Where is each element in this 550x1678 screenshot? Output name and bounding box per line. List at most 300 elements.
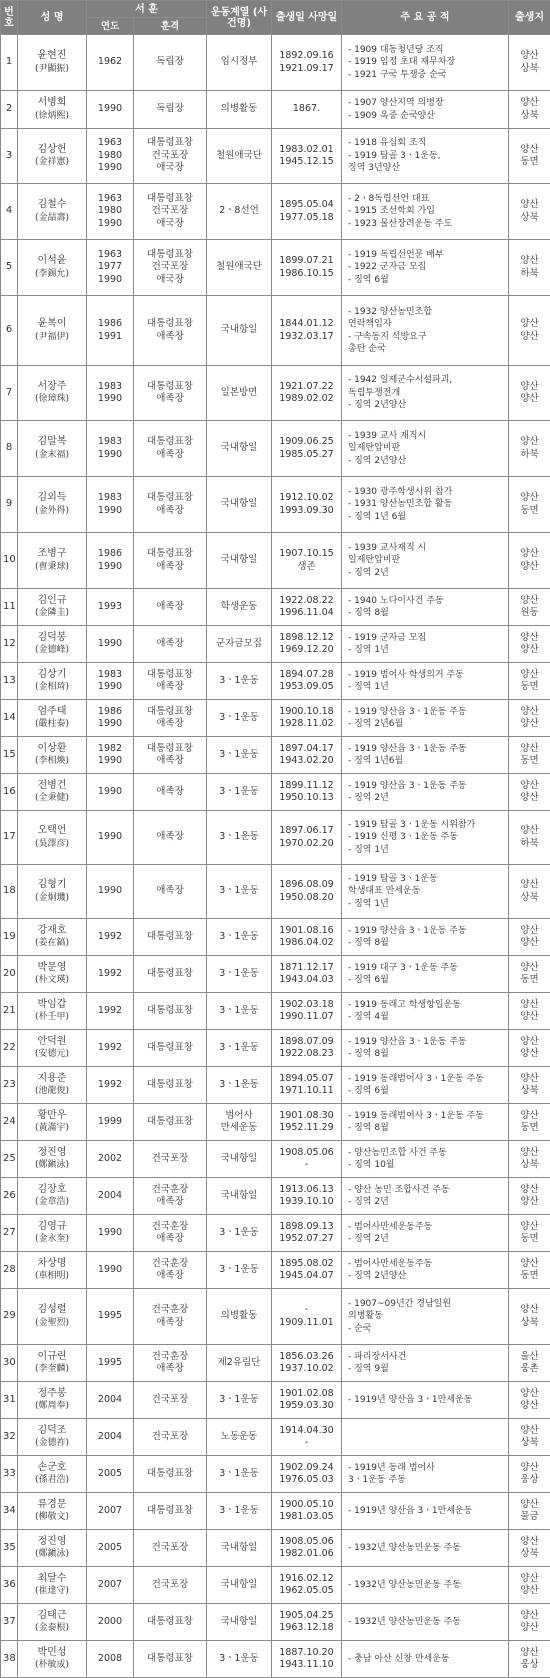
movement [207,1289,272,1345]
movement-line: 3ㆍ1운동 [209,1042,269,1055]
movement-line: 3ㆍ1운동 [209,1653,269,1666]
birthplace [509,91,550,129]
award-year [87,589,134,626]
name-hanja: (柳敬文) [20,1511,84,1524]
person-name [18,1345,87,1382]
achievement-line: - 1932년 양산농민운동 주동 [348,1542,506,1555]
table-row [1,1567,550,1604]
award-year-line: 2007 [89,1579,131,1592]
movement-line: 임시정부 [209,56,269,69]
movement-line: 국내항일 [209,1542,269,1555]
row-number: 33 [1,1456,18,1493]
achievement-line: - 1919 임정 초대 재무차장 [348,56,506,69]
award-year [87,1419,134,1456]
name-hanja: (吳澤彦) [20,838,84,851]
date-line: 1943.02.20 [274,755,339,768]
birthplace-line: 양산 [511,1073,548,1086]
life-dates [272,1289,342,1345]
award-medal [134,1030,207,1067]
name-hangul: 이상환 [20,743,84,756]
achievement-line: - 1919년 양산읍 3ㆍ1만세운동 [348,1394,506,1407]
date-line: 1971.10.11 [274,1085,339,1098]
table-row [1,533,550,589]
achievements [342,1456,509,1493]
name-hanja: (朴壬甲) [20,1011,84,1024]
movement [207,1345,272,1382]
award-medal [134,1567,207,1604]
date-line: - [274,1304,339,1317]
movement [207,626,272,663]
date-line: 1897.04.17 [274,743,339,756]
name-hangul: 엄주태 [20,706,84,719]
date-line: 1989.02.02 [274,393,339,406]
achievement-line: - 징역 8월 [348,1048,506,1061]
life-dates [272,1030,342,1067]
achievement-line: - 징역 4월 [348,1011,506,1024]
row-number: 7 [1,366,18,421]
birthplace-line: 양산 [511,1610,548,1623]
life-dates [272,956,342,993]
birthplace-line: 상북 [511,63,548,76]
achievement-line: - 구속동지 석방요구 [348,331,506,344]
name-hanja: (朴敏成) [20,1659,84,1672]
achievement-line: - 1919 양산읍 3ㆍ1운동 주동 [348,743,506,756]
award-year [87,774,134,811]
movement [207,421,272,477]
name-hangul: 김인규 [20,595,84,608]
table-row [1,129,550,184]
row-number: 21 [1,993,18,1030]
achievement-line: 학생대표 만세운동 [348,885,506,898]
movement-line: 일본방면 [209,387,269,400]
achievement-line: - 범어사만세운동주동 [348,1221,506,1234]
date-line: 1909.06.25 [274,436,339,449]
award-year [87,296,134,366]
award-year-line: 2002 [89,1153,131,1166]
birthplace [509,1178,550,1215]
movement-line: 3ㆍ1운동 [209,885,269,898]
date-line: 1895.08.02 [274,1258,339,1271]
date-line: 1900.10.18 [274,706,339,719]
table-row [1,1641,550,1678]
achievement-line: - 징역 9월 [348,1363,506,1376]
achievement-line: - 1919 동래범어사 3ㆍ1운동 주동 [348,1073,506,1086]
achievement-line: - 1919 탑골 3ㆍ1운동, [348,150,506,163]
award-medal-line: 건국포장 [136,261,204,274]
award-year [87,421,134,477]
achievement-line: - 1909 대동청년당 조직 [348,44,506,57]
award-medal-line: 건국포장 [136,1431,204,1444]
name-hanja: (朴文瑛) [20,974,84,987]
movement [207,1530,272,1567]
movement [207,1641,272,1678]
life-dates [272,1641,342,1678]
movement-line: 만세운동 [209,1122,269,1135]
movement [207,737,272,774]
name-hanja: (金章浩) [20,1196,84,1209]
life-dates [272,91,342,129]
award-medal [134,1530,207,1567]
award-year-line: 1986 [89,548,131,561]
movement [207,700,272,737]
achievements [342,1641,509,1678]
person-name [18,956,87,993]
achievements [342,35,509,91]
award-year [87,1493,134,1530]
birthplace-line: 상북 [511,1437,548,1450]
achievement-line: - 1932년 양산농민운동 주동 [348,1616,506,1629]
birthplace-line: 양산 [511,792,548,805]
name-hanja: (徐璋珠) [20,393,84,406]
birthplace [509,1382,550,1419]
movement-line: 3ㆍ1운동 [209,1394,269,1407]
row-number: 38 [1,1641,18,1678]
birthplace [509,865,550,919]
movement [207,1067,272,1104]
movement [207,1382,272,1419]
achievement-line: - 징역 2년6월 [348,718,506,731]
table-row [1,589,550,626]
birthplace-line: 동면 [511,1233,548,1246]
award-medal-line: 건국포장 [136,1542,204,1555]
achievement-line: - 2ㆍ8독립선언 대표 [348,193,506,206]
row-number: 25 [1,1141,18,1178]
award-year [87,737,134,774]
achievement-line: - 1923 물산장려운동 주도 [348,218,506,231]
movement-line: 범어사 [209,1110,269,1123]
achievements [342,865,509,919]
person-name [18,919,87,956]
name-hanja: (池龍俊) [20,1085,84,1098]
person-name [18,1493,87,1530]
award-medal-line: 대통령표창 [136,1653,204,1666]
row-number: 5 [1,240,18,296]
life-dates [272,533,342,589]
person-name [18,811,87,865]
birthplace [509,129,550,184]
row-number: 1 [1,35,18,91]
award-medal [134,1345,207,1382]
award-year [87,1345,134,1382]
date-line: 1950.08.20 [274,892,339,905]
table-row [1,663,550,700]
name-hangul: 김철수 [20,199,84,212]
award-medal-line: 애족장 [136,505,204,518]
person-name [18,184,87,240]
person-name [18,91,87,129]
achievements [342,1530,509,1567]
name-hanja: (曺秉球) [20,561,84,574]
movement-line: 3ㆍ1운동 [209,1079,269,1092]
movement-line: 3ㆍ1운동 [209,786,269,799]
achievement-line: - 1930 광주학생시위 참가 [348,486,506,499]
birthplace-line: 양산 [511,1622,548,1635]
movement-line: 의병활동 [209,1310,269,1323]
person-name [18,1382,87,1419]
achievement-line: - 1919년 동래 범어사 [348,1462,506,1475]
date-line: 1939.10.10 [274,1196,339,1209]
date-line: 1905.04.25 [274,1610,339,1623]
achievement-line: - 징역 2년 [348,1233,506,1246]
table-row [1,1289,550,1345]
award-year [87,1530,134,1567]
achievements [342,1419,509,1456]
birthplace-line: 양산 [511,1036,548,1049]
award-medal-line: 건국포장 [136,1579,204,1592]
name-hanja: (金德祚) [20,1437,84,1450]
row-number: 16 [1,774,18,811]
award-year [87,477,134,533]
birthplace [509,1493,550,1530]
award-medal [134,1067,207,1104]
row-number: 12 [1,626,18,663]
award-year [87,663,134,700]
person-name [18,1604,87,1641]
birthplace-line: 양산 [511,1425,548,1438]
birthplace-line: 상북 [511,1548,548,1561]
award-medal-line: 애족장 [136,1363,204,1376]
table-row [1,811,550,865]
achievement-line: - 1918 유심회 조직 [348,137,506,150]
birthplace [509,589,550,626]
award-medal-line: 애국장 [136,162,204,175]
date-line: 1909.11.01 [274,1317,339,1330]
award-year-line: 1990 [89,755,131,768]
table-row [1,35,550,91]
award-year-line: 1986 [89,706,131,719]
award-medal [134,1215,207,1252]
name-hangul: 김상헌 [20,144,84,157]
achievement-line: - 1942 일제군수시설파괴, [348,374,506,387]
date-line: 1952.11.29 [274,1122,339,1135]
award-year-line: 2000 [89,1616,131,1629]
row-number: 37 [1,1604,18,1641]
name-hanja: (黃滿宇) [20,1122,84,1135]
birthplace [509,1530,550,1567]
movement-line: 3ㆍ1운동 [209,1264,269,1277]
award-medal [134,1289,207,1345]
life-dates [272,1567,342,1604]
name-hangul: 김덕봉 [20,632,84,645]
award-medal-line: 애국장 [136,218,204,231]
award-year [87,700,134,737]
achievement-line: - 1919 양산읍 3ㆍ1운동 주동 [348,780,506,793]
award-medal [134,296,207,366]
achievements [342,184,509,240]
award-medal-line: 건국훈장 [136,1221,204,1234]
birthplace-line: 울산 [511,1351,548,1364]
name-hanja: (鄭周奉) [20,1400,84,1413]
award-medal-line: 대통령표창 [136,1505,204,1518]
birthplace-line: 동면 [511,505,548,518]
life-dates [272,919,342,956]
award-year [87,1030,134,1067]
birthplace [509,1067,550,1104]
life-dates [272,1530,342,1567]
award-medal-line: 애족장 [136,885,204,898]
award-medal-line: 대통령표창 [136,669,204,682]
table-body [1,35,550,1678]
date-line: 1898.09.13 [274,1221,339,1234]
achievement-line: - 1932년 양산농민운동 주동 [348,1579,506,1592]
header-achievements: 주 요 공 적 [342,1,509,35]
achievements [342,1567,509,1604]
movement-line: 국내항일 [209,1616,269,1629]
name-hangul: 박문영 [20,962,84,975]
name-hangul: 황만우 [20,1110,84,1123]
life-dates [272,1493,342,1530]
birthplace-line: 양산 [511,1388,548,1401]
award-year-line: 1995 [89,1357,131,1370]
header-award-year: 연도 [87,18,134,35]
award-medal-line: 애족장 [136,638,204,651]
award-medal-line: 애족장 [136,331,204,344]
birthplace [509,811,550,865]
achievements [342,774,509,811]
birthplace [509,626,550,663]
movement-line: 국내항일 [209,1190,269,1203]
achievement-line: - 징역 8월 [348,1122,506,1135]
award-year [87,1215,134,1252]
award-medal [134,626,207,663]
award-medal-line: 애국장 [136,274,204,287]
achievement-line: - 1919 양산읍 3ㆍ1운동 주동 [348,706,506,719]
birthplace-line: 동면 [511,1122,548,1135]
birthplace [509,1252,550,1289]
birthplace [509,1456,550,1493]
life-dates [272,1382,342,1419]
birthplace-line: 양산 [511,825,548,838]
achievements [342,1289,509,1345]
row-number: 27 [1,1215,18,1252]
birthplace [509,1104,550,1141]
birthplace [509,993,550,1030]
table-row [1,1382,550,1419]
table-row [1,296,550,366]
award-medal [134,184,207,240]
name-hangul: 정진영 [20,1536,84,1549]
award-year [87,1567,134,1604]
award-year-line: 1999 [89,1116,131,1129]
birthplace-line: 웅상 [511,1474,548,1487]
name-hanja: (李錫允) [20,268,84,281]
birthplace-line: 웅촌 [511,1363,548,1376]
movement-line: 국내항일 [209,1579,269,1592]
date-line: 1871.12.17 [274,962,339,975]
table-row [1,91,550,129]
life-dates [272,1345,342,1382]
date-line: 1950.10.13 [274,792,339,805]
table-row [1,366,550,421]
award-year [87,1456,134,1493]
date-line: 1908.05.06 [274,1147,339,1160]
achievement-line: - 징역 1년 [348,644,506,657]
award-medal [134,1493,207,1530]
birthplace-line: 양산 [511,393,548,406]
award-year [87,91,134,129]
person-name [18,993,87,1030]
award-year [87,919,134,956]
award-medal [134,533,207,589]
birthplace-line: 양산 [511,1221,548,1234]
life-dates [272,589,342,626]
movement [207,865,272,919]
award-year [87,1252,134,1289]
date-line: 1867. [274,103,339,116]
achievement-line: - 1919 양산읍 3ㆍ1운동 주동 [348,1036,506,1049]
achievements [342,1178,509,1215]
movement [207,184,272,240]
achievement-line: 총탄 순국 [348,343,506,356]
award-medal [134,956,207,993]
birthplace-line: 하북 [511,268,548,281]
achievements [342,1382,509,1419]
award-medal [134,35,207,91]
award-medal [134,993,207,1030]
achievement-line: - 1919 동래범어사 3ㆍ1운동 주동 [348,1110,506,1123]
achievement-line: 독립투쟁전개 [348,387,506,400]
achievements [342,589,509,626]
achievement-line: - 징역 2년양산 [348,399,506,412]
award-year [87,993,134,1030]
birthplace-line: 양산 [511,1147,548,1160]
birthplace-line: 하북 [511,449,548,462]
achievement-line: - 1919년 양산읍 3ㆍ1만세운동 [348,1505,506,1518]
name-hanja: (尹福伊) [20,331,84,344]
award-medal-line: 건국훈장 [136,1304,204,1317]
award-year [87,626,134,663]
award-medal-line: 대통령표창 [136,931,204,944]
achievements [342,477,509,533]
table-row [1,1252,550,1289]
row-number: 19 [1,919,18,956]
date-line: 1983.02.01 [274,144,339,157]
person-name [18,700,87,737]
award-year [87,1141,134,1178]
date-line: 1977.05.18 [274,212,339,225]
achievements [342,533,509,589]
achievement-line: - 징역 6월 [348,974,506,987]
movement-line: 국내항일 [209,554,269,567]
birthplace-line: 동면 [511,156,548,169]
award-year-line: 1990 [89,885,131,898]
achievement-line: - 1919 대구 3ㆍ1운동 주동 [348,962,506,975]
movement-line: 3ㆍ1운동 [209,675,269,688]
birthplace [509,737,550,774]
movement-line: 3ㆍ1운동 [209,968,269,981]
movement-line: 군자금모집 [209,638,269,651]
birthplace [509,1641,550,1678]
birthplace-line: 양산 [511,436,548,449]
achievement-line: - 징역 6월 [348,274,506,287]
award-medal-line: 애족장 [136,449,204,462]
award-medal-line: 애족장 [136,831,204,844]
achievement-line: - 1931 양산농민조합 활동 [348,498,506,511]
name-hanja: (金喆壽) [20,212,84,225]
date-line: 1928.11.02 [274,718,339,731]
birthplace-line: 하북 [511,838,548,851]
table-row [1,774,550,811]
achievement-line: - 1919 신평 3ㆍ1운동 주동 [348,831,506,844]
achievement-line: - 1921 구국 투쟁중 순국 [348,69,506,82]
header-dates: 출생일 사망일 [272,1,342,35]
name-hanja: (金祥憲) [20,156,84,169]
award-medal [134,700,207,737]
award-medal-line: 건국포장 [136,1153,204,1166]
life-dates [272,663,342,700]
award-year-line: 1983 [89,492,131,505]
birthplace-line: 양산 [511,743,548,756]
